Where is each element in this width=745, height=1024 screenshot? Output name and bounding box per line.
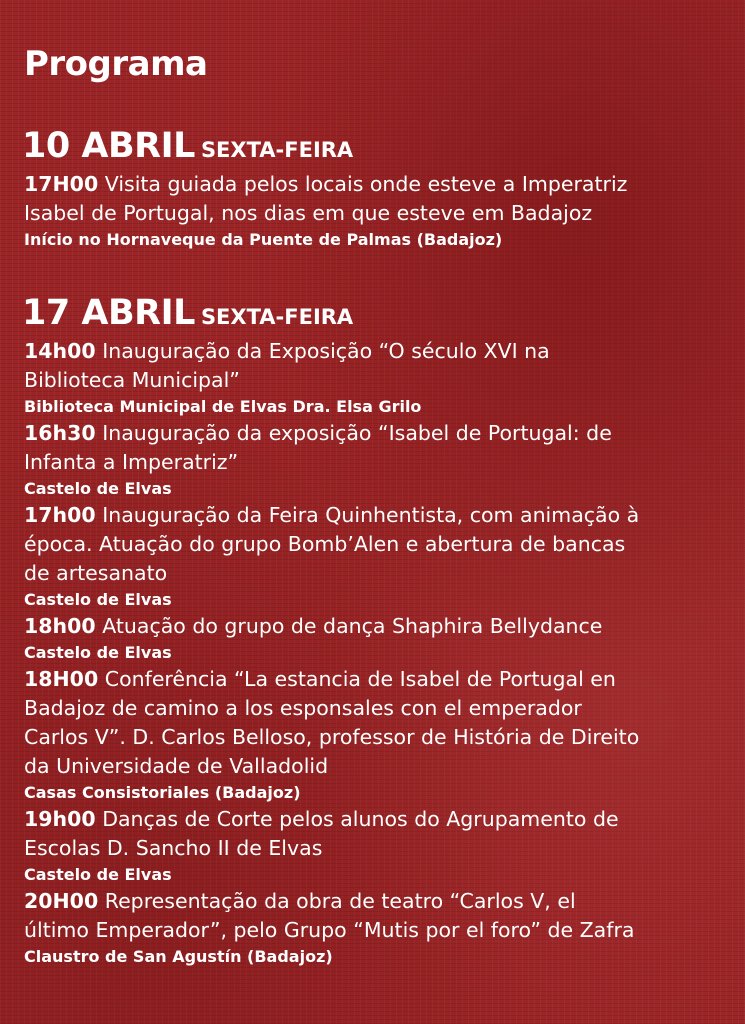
event-time: 17h00 (24, 503, 96, 527)
event-description-line: Visita guiada pelos locais onde esteve a Imperatriz (104, 172, 628, 196)
event-description-line: Representação da obra de teatro “Carlos V, el (104, 889, 576, 913)
event-venue: Castelo de Elvas (24, 479, 172, 498)
event-venue: Início no Hornaveque da Puente de Palmas (Badajoz) (24, 230, 503, 249)
event-venue: Castelo de Elvas (24, 643, 172, 662)
event-venue: Castelo de Elvas (24, 590, 172, 609)
event-description-line: Danças de Corte pelos alunos do Agrupamento de (102, 807, 619, 831)
event-item (24, 170, 739, 252)
event-time: 18H00 (24, 667, 99, 691)
day-date: 10 ABRIL (22, 126, 195, 166)
event-description-line: Inauguração da Feira Quinhentista, com animação à (102, 503, 640, 527)
event-item (24, 501, 739, 612)
event-description-line: Inauguração da exposição “Isabel de Portugal: de (102, 421, 612, 445)
event-list (24, 337, 739, 969)
event-time: 18h00 (24, 614, 96, 638)
event-time: 16h30 (24, 421, 96, 445)
event-description-line: Biblioteca Municipal” (24, 368, 240, 392)
event-description-line: época. Atuação do grupo Bomb’Alen e abertura de bancas (24, 532, 626, 556)
event-description-line: Inauguração da Exposição “O século XVI na (102, 339, 550, 363)
event-item (24, 612, 739, 665)
event-description-line: Isabel de Portugal, nos dias em que esteve em Badajoz (24, 201, 593, 225)
event-venue: Claustro de San Agustín (Badajoz) (24, 947, 333, 966)
day-weekday: SEXTA-FEIRA (200, 305, 354, 329)
page-title: Programa (24, 44, 208, 84)
event-item (24, 337, 739, 419)
event-description-line: Conferência “La estancia de Isabel de Portugal en (104, 667, 616, 691)
event-time: 17H00 (24, 172, 99, 196)
event-item (24, 887, 739, 969)
event-venue: Castelo de Elvas (24, 865, 172, 884)
event-description-line: de artesanato (24, 561, 168, 585)
event-time: 20H00 (24, 889, 99, 913)
day-weekday: SEXTA-FEIRA (200, 138, 354, 162)
day-date: 17 ABRIL (22, 293, 195, 333)
event-time: 14h00 (24, 339, 96, 363)
event-description-line: Badajoz de camino a los esponsales con el emperador (24, 696, 582, 720)
event-list (24, 170, 739, 252)
event-time: 19h00 (24, 807, 96, 831)
event-description-line: último Emperador”, pelo Grupo “Mutis por el foro” de Zafra (24, 918, 635, 942)
event-description-line: Atuação do grupo de dança Shaphira Bellydance (102, 614, 603, 638)
event-description-line: Carlos V”. D. Carlos Belloso, professor de História de Direito (24, 725, 640, 749)
event-description-line: Escolas D. Sancho II de Elvas (24, 836, 323, 860)
event-venue: Biblioteca Municipal de Elvas Dra. Elsa Grilo (24, 397, 422, 416)
day-heading (22, 126, 353, 166)
event-item (24, 665, 739, 805)
event-venue: Casas Consistoriales (Badajoz) (24, 783, 301, 802)
event-description-line: Infanta a Imperatriz” (24, 450, 239, 474)
event-description-line: da Universidade de Valladolid (24, 754, 329, 778)
day-heading (22, 293, 353, 333)
event-item (24, 419, 739, 501)
event-item (24, 805, 739, 887)
